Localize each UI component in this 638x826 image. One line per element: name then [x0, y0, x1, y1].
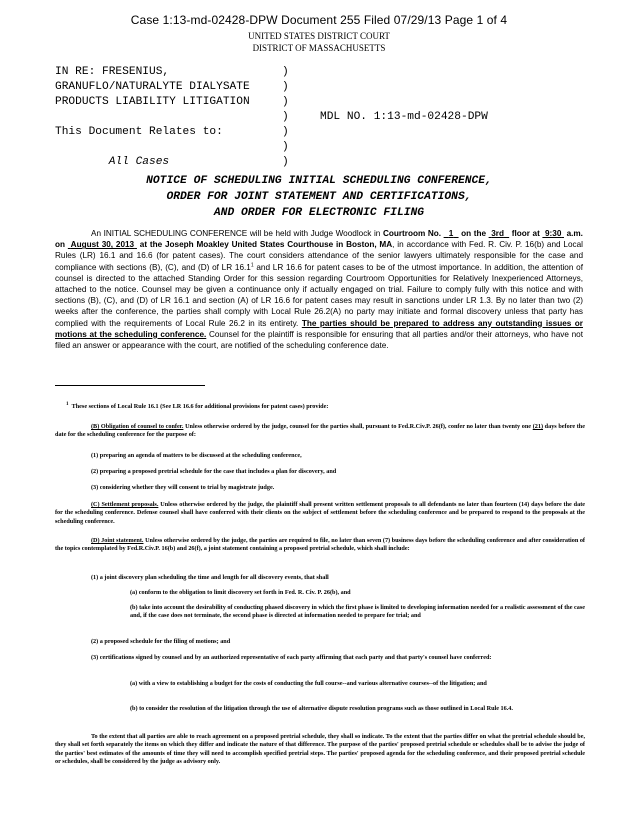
title-line: NOTICE OF SCHEDULING INITIAL SCHEDULING CONFERENCE, — [146, 175, 492, 187]
footnote-intro: $^1$ These sections of Local Rule 16.1 (See LR 16.6 for additional provisions for patent cases) provide: — [66, 401, 329, 410]
caption-line: All Cases — [55, 156, 170, 168]
footnote-d-subitem: (a) conform to the obligation to limit discovery set forth in Fed. R. Civ. P. 26(b), and — [130, 589, 351, 596]
caption-paren: ) — [282, 141, 289, 153]
footnote-d-subitem: (b) to consider the resolution of the litigation through the use of alternative dispute resolution programs such as those outlined in Local Rule 16.4. — [130, 705, 513, 712]
caption-line: IN RE: FRESENIUS, — [55, 66, 170, 78]
caption-paren: ) — [282, 156, 289, 168]
ecf-header: Case 1:13-md-02428-DPW Document 255 Filed 07/29/13 Page 1 of 4 — [130, 13, 508, 27]
footnote-d-subitem: (b) take into account the desirability of conducting phased discovery in which the first phase is limited to developing information needed for a realistic assessment of the case and, if the case does not terminate, the second phase is directed at information needed to prepare for trial; and — [130, 604, 585, 620]
caption-paren: ) — [282, 81, 289, 93]
footnote-d-subitem: (a) with a view to establishing a budget for the costs of conducting the full course--and various alternative courses--of the litigation; and — [130, 680, 487, 687]
footnote-b-item: (1) preparing an agenda of matters to be discussed at the scheduling conference, — [91, 452, 302, 459]
caption-line: This Document Relates to: — [55, 126, 223, 138]
caption-paren: ) — [282, 111, 289, 123]
footnote-d-item: (3) certifications signed by counsel and by an authorized representative of each party affirming that each party and that party's counsel have conferred: — [91, 654, 492, 661]
caption-paren: ) — [282, 96, 289, 108]
footnote-rule — [55, 385, 205, 386]
footnote-b-item: (3) considering whether they will consent to trial by magistrate judge. — [91, 484, 275, 491]
footnote-d-item: (1) a joint discovery plan scheduling the time and length for all discovery events, that shall — [91, 574, 329, 581]
footnote-marker: 1 — [250, 261, 254, 268]
footnote-b-item: (2) preparing a proposed pretrial schedule for the case that includes a plan for discovery, and — [91, 468, 337, 475]
mdl-number: MDL NO. 1:13-md-02428-DPW — [320, 111, 488, 123]
title-line: AND ORDER FOR ELECTRONIC FILING — [213, 207, 425, 219]
footnote-d-item: (2) a proposed schedule for the filing of motions; and — [91, 638, 231, 645]
caption-line: PRODUCTS LIABILITY LITIGATION — [55, 96, 250, 108]
caption-line: GRANUFLO/NATURALYTE DIALYSATE — [55, 81, 250, 93]
caption-paren: ) — [282, 66, 289, 78]
caption-paren: ) — [282, 126, 289, 138]
footnote-section-b: (B) Obligation of counsel to confer. Unless otherwise ordered by the judge, counsel for the parties shall, pursuant to Fed.R.Civ.P. 26(f), confer no later than twenty one (21) days before the date for the scheduling conference for the purpose of: — [55, 423, 585, 439]
court-name: UNITED STATES DISTRICT COURT — [248, 31, 390, 41]
body-paragraph: An INITIAL SCHEDULING CONFERENCE will be held with Judge Woodlock in Courtroom No. 1 on the 3rd floor at 9:30 a.m. on August 30, 2013 at the Joseph Moakley United States Courthouse in Boston, MA, in accordance with Fed. R. Civ. P. 16(b) and Local Rules (LR) 16.1 and 16.6 (for patent cases). The court considers attendance of the senior lawyers ultimately responsible for the case and compliance with sections (B), (C), and (D) of LR 16.1$^1$ and LR 16.6 for patent cases to be of the utmost importance. In addition, the attention of counsel is directed to the attached Standing Order for this session regarding Courtroom Opportunities for Relatively Inexperienced Attorneys, attached to the notice. Counsel may be given a continuance only if actually engaged on trial. Failure to comply fully with this notice and with sections (B), (C), and (D) of LR 16.1 and section (A) of LR 16.6 for patent cases may result in sanctions under LR 1.3. By no later than two (2) weeks after the conference, the parties shall comply with Local Rule 26.2(A) no party may initiate and formal discovery unless that party has complied with the requirements of Local Rule 26.2 in its entirety. The parties should be prepared to address any outstanding issues or motions at the scheduling conference. Counsel for the plaintiff is responsible for ensuring that all parties and/or their attorneys, who have not filed an answer or appearance with the court, are notified of the scheduling conference date. — [55, 229, 583, 351]
footnote-section-d: (D) Joint statement. Unless otherwise ordered by the judge, the parties are required to file, no later than seven (7) business days before the scheduling conference and after consideration of the topics contemplated by Fed.R.Civ.P. 16(b) and 26(f), a joint statement containing a proposed pretrial schedule, which shall include: — [55, 537, 585, 553]
footnote-section-c: (C) Settlement proposals. Unless otherwise ordered by the judge, the plaintiff shall present written settlement proposals to all defendants no later than fourteen (14) days before the date for the scheduling conference. Defense counsel shall have conferred with their clients on the subject of settlement before the scheduling conference and be prepared to respond to the proposals at the scheduling conference. — [55, 501, 585, 525]
title-line: ORDER FOR JOINT STATEMENT AND CERTIFICATIONS, — [166, 191, 472, 203]
footnote-closing: To the extent that all parties are able to reach agreement on a proposed pretrial schedule, they shall so indicate. To the extent that the parties differ on what the pretrial schedule should be, they shall set forth separately the items on which they differ and indicate the nature of that difference. The purpose of the parties' proposed pretrial schedule or schedules shall be to advise the judge of the parties' best estimates of the amounts of time they will need to accomplish specified pretrial steps. The parties' proposed agenda for the scheduling conference, and their proposed pretrial schedule or schedules, shall be considered by the judge as advisory only. — [55, 733, 585, 766]
court-district: DISTRICT OF MASSACHUSETTS — [252, 43, 386, 53]
